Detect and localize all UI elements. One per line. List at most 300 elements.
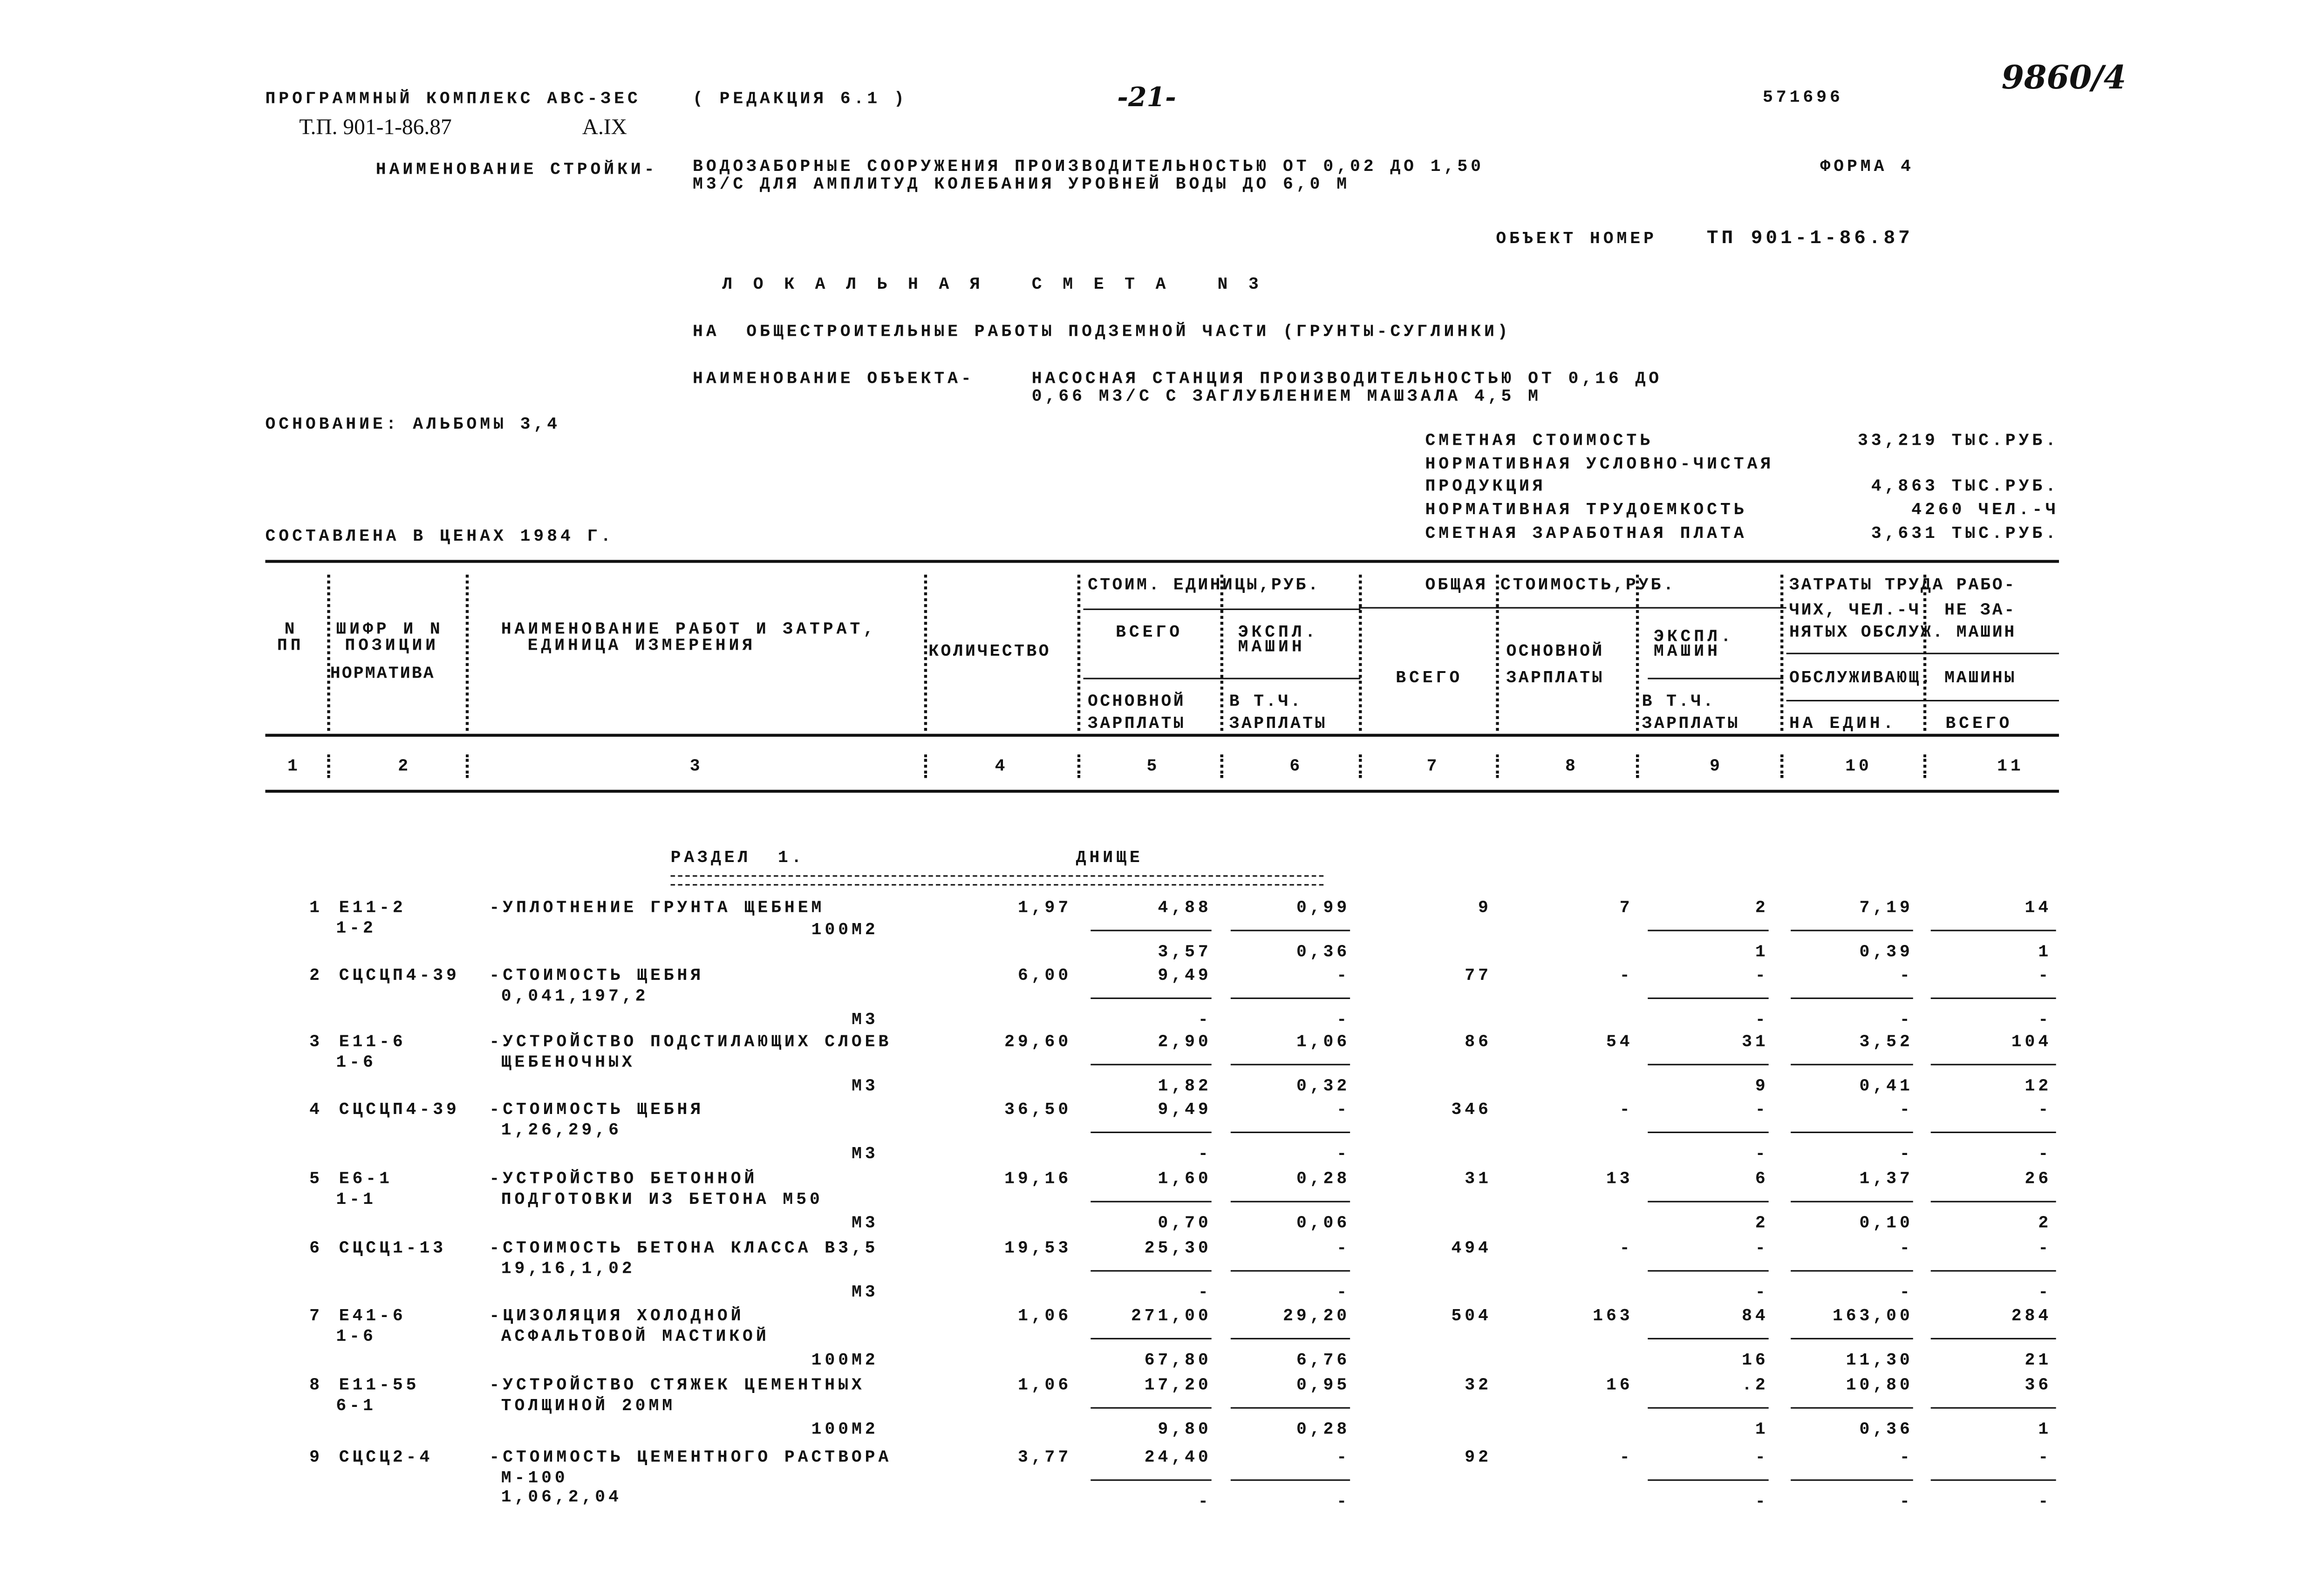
item-value: 9,49 <box>1158 1100 1212 1120</box>
item-number: 7 <box>309 1307 323 1326</box>
item-value: 7,19 <box>1859 898 1913 918</box>
object-label: НАИМЕНОВАНИЕ ОБЪЕКТА- <box>693 370 975 389</box>
item-subvalue: 67,80 <box>1144 1351 1212 1371</box>
item-quantity: 1,06 <box>1017 1307 1072 1326</box>
cell-underline <box>1791 1064 1913 1066</box>
item-subvalue: 0,06 <box>1296 1214 1350 1234</box>
column-separator <box>1496 575 1499 731</box>
item-number: 8 <box>309 1376 323 1396</box>
item-code: 1-1 <box>336 1189 376 1209</box>
header-labor: ЗАТРАТЫ ТРУДА РАБО- <box>1789 576 2016 596</box>
item-value: 16 <box>1606 1376 1633 1396</box>
cell-underline <box>1648 1201 1768 1203</box>
section-label: РАЗДЕЛ 1. <box>670 849 805 868</box>
header-code: НОРМАТИВА <box>330 664 435 684</box>
section-name: ДНИЩЕ <box>1076 849 1143 868</box>
item-code: Е6-1 <box>339 1170 393 1189</box>
item-value: 1,06 <box>1296 1032 1350 1053</box>
item-value: 13 <box>1606 1170 1633 1189</box>
project-code: Т.П. 901-1-86.87 <box>299 116 452 140</box>
item-unit: М3 <box>852 1077 879 1096</box>
header-labor-total: ВСЕГО <box>1945 714 2013 734</box>
item-code: 1-6 <box>336 1053 376 1072</box>
header-total-machines: МАШИН <box>1653 642 1721 662</box>
item-subvalue: 0,70 <box>1158 1214 1212 1234</box>
item-subvalue: - <box>1198 1283 1212 1303</box>
cell-underline <box>1231 1270 1350 1272</box>
item-name: 19,16,1,02 <box>501 1259 635 1278</box>
column-separator <box>327 754 330 778</box>
column-separator <box>1359 575 1362 731</box>
item-name: -СТОИМОСТЬ ЦЕМЕНТНОГО РАСТВОРА <box>489 1448 892 1468</box>
table-header-end-rule <box>266 790 2059 793</box>
item-subvalue: - <box>1899 1283 1913 1303</box>
item-name: 0,041,197,2 <box>501 986 649 1006</box>
item-subvalue: - <box>1198 1011 1212 1030</box>
cell-underline <box>1231 1480 1350 1481</box>
item-value: 9 <box>1478 898 1492 918</box>
item-subvalue: 11,30 <box>1846 1351 1913 1371</box>
item-quantity: 29,60 <box>1004 1032 1072 1053</box>
item-number: 3 <box>309 1032 323 1053</box>
item-subvalue: 1 <box>1755 943 1769 963</box>
item-subvalue: 1 <box>2038 943 2052 963</box>
object-number: ТП 901-1-86.87 <box>1706 227 1913 249</box>
item-value: 26 <box>2025 1170 2052 1189</box>
item-name: М-100 <box>501 1468 568 1487</box>
item-quantity: 36,50 <box>1004 1100 1072 1120</box>
item-code: 1-6 <box>336 1327 376 1346</box>
item-subvalue: 0,41 <box>1859 1077 1913 1096</box>
item-subvalue: 0,10 <box>1859 1214 1913 1234</box>
item-subvalue: 9,80 <box>1158 1420 1212 1440</box>
cell-underline <box>1091 1338 1211 1340</box>
item-value: - <box>2038 1448 2052 1468</box>
basis: ОСНОВАНИЕ: АЛЬБОМЫ 3,4 <box>265 415 561 435</box>
album: А.IX <box>582 116 627 140</box>
header-bottom-rule <box>266 734 2059 737</box>
cell-underline <box>1648 1132 1768 1134</box>
header-labor: НЯТЫХ ОБСЛУЖ. МАШИН <box>1789 623 2016 643</box>
cell-underline <box>1231 1407 1350 1409</box>
item-code: Е11-6 <box>339 1032 406 1053</box>
page-number: -21- <box>1117 82 1176 114</box>
item-value: 163 <box>1593 1307 1633 1326</box>
cell-underline <box>1931 1201 2056 1203</box>
cell-underline <box>1648 998 1768 999</box>
header-total-wages: ОСНОВНОЙ <box>1506 642 1604 662</box>
item-value: 284 <box>2011 1307 2052 1326</box>
cell-underline <box>1091 1064 1211 1066</box>
construction-label: НАИМЕНОВАНИЕ СТРОЙКИ- <box>375 160 658 180</box>
item-value: - <box>1619 966 1633 986</box>
header-total-cost: ОБЩАЯ СТОИМОСТЬ,РУБ. <box>1425 576 1676 596</box>
item-number: 2 <box>309 966 323 986</box>
item-value: 1,60 <box>1158 1170 1212 1189</box>
cell-underline <box>1091 1132 1211 1134</box>
header-num: N <box>284 620 298 640</box>
item-subvalue: 0,32 <box>1296 1077 1350 1096</box>
column-separator <box>327 575 330 731</box>
item-value: - <box>1336 966 1350 986</box>
item-subvalue: - <box>1336 1011 1350 1030</box>
item-unit: М3 <box>852 1214 879 1234</box>
cell-underline <box>1931 1338 2056 1340</box>
header-total-machines: ЭКСПЛ. <box>1653 627 1734 647</box>
item-subvalue: 3,57 <box>1158 943 1212 963</box>
item-value: 36 <box>2025 1376 2052 1396</box>
header-unit-machines: МАШИН <box>1238 638 1305 658</box>
item-value: 7 <box>1619 898 1633 918</box>
column-number: 10 <box>1845 757 1872 777</box>
item-quantity: 19,16 <box>1004 1170 1072 1189</box>
item-value: 271,00 <box>1131 1307 1212 1326</box>
column-separator <box>466 575 469 731</box>
header-subrule <box>1786 700 2059 702</box>
column-separator <box>1077 575 1080 731</box>
item-quantity: 6,00 <box>1017 966 1072 986</box>
cell-underline <box>1791 1201 1913 1203</box>
header-subrule <box>1359 607 1786 609</box>
column-number: 1 <box>287 757 301 777</box>
column-number: 7 <box>1426 757 1440 777</box>
item-value: - <box>1899 1239 1913 1258</box>
header-unit-wages: ЗАРПЛАТЫ <box>1087 714 1186 734</box>
item-code: 6-1 <box>336 1396 376 1415</box>
item-value: 3,52 <box>1859 1032 1913 1053</box>
header-unit-machine-wages: ЗАРПЛАТЫ <box>1229 714 1327 734</box>
item-value: 86 <box>1465 1032 1492 1053</box>
price-base: СОСТАВЛЕНА В ЦЕНАХ 1984 Г. <box>265 527 614 547</box>
header-total-wages: ЗАРПЛАТЫ <box>1506 669 1604 688</box>
cell-underline <box>1931 1064 2056 1066</box>
cell-underline <box>1931 930 2056 931</box>
column-separator <box>924 575 927 731</box>
item-unit: М3 <box>852 1011 879 1030</box>
cell-underline <box>1648 1064 1768 1066</box>
item-value: - <box>1755 966 1769 986</box>
construction-name-line: ВОДОЗАБОРНЫЕ СООРУЖЕНИЯ ПРОИЗВОДИТЕЛЬНОСТЬЮ ОТ 0,02 ДО 1,50 <box>693 157 1484 177</box>
object-name-line: 0,66 М3/С С ЗАГЛУБЛЕНИЕМ МАШЗАЛА 4,5 М <box>1031 387 1541 407</box>
item-number: 6 <box>309 1239 323 1258</box>
header-unit-total: ВСЕГО <box>1116 623 1183 643</box>
header-unit-machines: ЭКСПЛ. <box>1238 623 1319 643</box>
item-subvalue: 2 <box>2038 1214 2052 1234</box>
item-value: 92 <box>1465 1448 1492 1468</box>
cell-underline <box>1648 1407 1768 1409</box>
item-subvalue: - <box>1755 1283 1769 1303</box>
item-quantity: 1,97 <box>1017 898 1072 918</box>
item-value: 6 <box>1755 1170 1769 1189</box>
item-value: 4,88 <box>1158 898 1212 918</box>
item-subvalue: 0,39 <box>1859 943 1913 963</box>
item-subvalue: - <box>2038 1493 2052 1512</box>
summary-label: СМЕТНАЯ ЗАРАБОТНАЯ ПЛАТА <box>1425 524 1747 543</box>
item-subvalue: 1 <box>1755 1420 1769 1440</box>
column-number: 5 <box>1146 757 1160 777</box>
cell-underline <box>1231 998 1350 999</box>
program-name: ПРОГРАММНЫЙ КОМПЛЕКС АВС-ЗЕС <box>265 89 641 109</box>
item-value: 24,40 <box>1144 1448 1212 1468</box>
item-subvalue: - <box>1899 1145 1913 1164</box>
cell-underline <box>1091 930 1211 931</box>
item-name: -СТОИМОСТЬ БЕТОНА КЛАССА В3,5 <box>489 1239 879 1258</box>
cell-underline <box>1648 930 1768 931</box>
item-code: Е11-2 <box>339 898 406 918</box>
item-name: ТОЛЩИНОЙ 20ММ <box>501 1396 676 1415</box>
summary-value: 4,863 ТЫС.РУБ. <box>1871 478 2059 497</box>
item-value: 504 <box>1451 1307 1492 1326</box>
column-number: 2 <box>398 757 412 777</box>
header-code: ШИФР И N <box>336 620 443 640</box>
item-subvalue: 2 <box>1755 1214 1769 1234</box>
column-separator <box>1780 754 1783 778</box>
summary-value: 4260 ЧЕЛ.-Ч <box>1911 501 2059 521</box>
item-code: СЦСЦП4-39 <box>339 1100 460 1120</box>
item-subvalue: - <box>1198 1145 1212 1164</box>
header-labor: ОБСЛУЖИВАЮЩ. МАШИНЫ <box>1789 669 2016 688</box>
item-subvalue: - <box>1336 1145 1350 1164</box>
item-unit: М3 <box>852 1145 879 1164</box>
header-name: ЕДИНИЦА ИЗМЕРЕНИЯ <box>527 636 756 656</box>
column-number: 3 <box>689 757 703 777</box>
item-subvalue: 12 <box>2025 1077 2052 1096</box>
header-name: НАИМЕНОВАНИЕ РАБОТ И ЗАТРАТ, <box>501 620 877 640</box>
header-unit-machine-wages: В Т.Ч. <box>1229 693 1303 712</box>
doc-number: 571696 <box>1763 88 1843 108</box>
header-unit-cost: СТОИМ. ЕДИНИЦЫ,РУБ. <box>1087 576 1321 596</box>
header-subrule <box>1786 653 2059 655</box>
item-subvalue: - <box>1755 1145 1769 1164</box>
item-name: 1,26,29,6 <box>501 1121 622 1140</box>
column-number: 6 <box>1289 757 1303 777</box>
item-subvalue: 16 <box>1742 1351 1769 1371</box>
cell-underline <box>1231 1064 1350 1066</box>
item-subvalue: 0,28 <box>1296 1420 1350 1440</box>
column-separator <box>1636 575 1639 731</box>
section-double-rule <box>671 875 1324 885</box>
item-value: - <box>1619 1448 1633 1468</box>
cell-underline <box>1791 1270 1913 1272</box>
item-subvalue: 0,36 <box>1859 1420 1913 1440</box>
item-unit: 100М2 <box>811 1351 879 1371</box>
summary-label: НОРМАТИВНАЯ УСЛОВНО-ЧИСТАЯ <box>1425 455 1774 474</box>
item-value: 494 <box>1451 1239 1492 1258</box>
item-value: - <box>1755 1239 1769 1258</box>
item-value: 14 <box>2025 898 2052 918</box>
item-subvalue: - <box>1336 1493 1350 1512</box>
item-subvalue: - <box>1755 1493 1769 1512</box>
column-separator <box>1077 754 1080 778</box>
summary-value: 3,631 ТЫС.РУБ. <box>1871 524 2059 543</box>
column-number: 8 <box>1565 757 1579 777</box>
item-value: - <box>1336 1448 1350 1468</box>
item-name: -УСТРОЙСТВО ПОДСТИЛАЮЩИХ СЛОЕВ <box>489 1032 892 1053</box>
cell-underline <box>1648 1338 1768 1340</box>
summary-value: 33,219 ТЫС.РУБ. <box>1857 432 2059 451</box>
item-value: - <box>1619 1100 1633 1120</box>
item-unit: 100М2 <box>811 1420 879 1440</box>
item-subvalue: 0,36 <box>1296 943 1350 963</box>
item-name: -СТОИМОСТЬ ЩЕБНЯ <box>489 966 704 986</box>
item-value: .2 <box>1742 1376 1769 1396</box>
header-total-total: ВСЕГО <box>1396 669 1463 688</box>
column-separator <box>1923 754 1926 778</box>
header-total-machine-wages: В Т.Ч. <box>1642 693 1716 712</box>
item-name: -СТОИМОСТЬ ЩЕБНЯ <box>489 1100 704 1120</box>
table-top-rule <box>266 560 2059 563</box>
item-value: - <box>1899 1448 1913 1468</box>
item-value: - <box>1755 1100 1769 1120</box>
cell-underline <box>1091 1201 1211 1203</box>
cell-underline <box>1648 1270 1768 1272</box>
item-name: -УСТРОЙСТВО БЕТОННОЙ <box>489 1170 758 1189</box>
item-value: 25,30 <box>1144 1239 1212 1258</box>
item-name: -УПЛОТНЕНИЕ ГРУНТА ЩЕБНЕМ <box>489 898 825 918</box>
item-name: ПОДГОТОВКИ ИЗ БЕТОНА М50 <box>501 1189 823 1209</box>
cell-underline <box>1231 1132 1350 1134</box>
item-subvalue: 6,76 <box>1296 1351 1350 1371</box>
item-number: 9 <box>309 1448 323 1468</box>
item-value: - <box>1336 1100 1350 1120</box>
summary-label: НОРМАТИВНАЯ ТРУДОЕМКОСТЬ <box>1425 501 1747 521</box>
item-value: 104 <box>2011 1032 2052 1053</box>
cell-underline <box>1091 1480 1211 1481</box>
item-subvalue: 21 <box>2025 1351 2052 1371</box>
cell-underline <box>1091 1407 1211 1409</box>
header-total-machine-wages: ЗАРПЛАТЫ <box>1642 714 1740 734</box>
item-value: - <box>2038 966 2052 986</box>
item-subvalue: - <box>2038 1011 2052 1030</box>
item-value: - <box>2038 1100 2052 1120</box>
column-separator <box>1496 754 1499 778</box>
column-separator <box>1220 575 1223 731</box>
object-number-label: ОБЪЕКТ НОМЕР <box>1496 230 1657 249</box>
item-code: СЦСЦ1-13 <box>339 1239 447 1258</box>
column-number: 9 <box>1710 757 1723 777</box>
cell-underline <box>1931 1270 2056 1272</box>
header-unit-wages: ОСНОВНОЙ <box>1087 693 1186 712</box>
item-code: Е41-6 <box>339 1307 406 1326</box>
item-value: - <box>1336 1239 1350 1258</box>
item-value: 54 <box>1606 1032 1633 1053</box>
cell-underline <box>1791 1338 1913 1340</box>
cell-underline <box>1231 1338 1350 1340</box>
cell-underline <box>1791 930 1913 931</box>
item-value: 0,95 <box>1296 1376 1350 1396</box>
column-separator <box>1636 754 1639 778</box>
item-quantity: 19,53 <box>1004 1239 1072 1258</box>
cell-underline <box>1791 1132 1913 1134</box>
header-subrule <box>1648 678 1783 679</box>
document-title: Л О К А Л Ь Н А Я С М Е Т А N 3 <box>722 275 1264 295</box>
item-value: 10,80 <box>1846 1376 1913 1396</box>
construction-name-line: М3/С ДЛЯ АМПЛИТУД КОЛЕБАНИЯ УРОВНЕЙ ВОДЫ ДО 6,0 М <box>693 175 1350 195</box>
item-value: - <box>2038 1239 2052 1258</box>
cell-underline <box>1648 1480 1768 1481</box>
item-name: -ЦИЗОЛЯЦИЯ ХОЛОДНОЙ <box>489 1307 744 1326</box>
header-code: ПОЗИЦИИ <box>345 636 439 656</box>
item-value: 2,90 <box>1158 1032 1212 1053</box>
item-value: 84 <box>1742 1307 1769 1326</box>
item-subvalue: 9 <box>1755 1077 1769 1096</box>
item-value: - <box>1899 1100 1913 1120</box>
cell-underline <box>1791 998 1913 999</box>
item-subvalue: 1 <box>2038 1420 2052 1440</box>
cell-underline <box>1231 930 1350 931</box>
column-number: 4 <box>995 757 1009 777</box>
item-value: 31 <box>1465 1170 1492 1189</box>
item-number: 4 <box>309 1100 323 1120</box>
document-subtitle: НА ОБЩЕСТРОИТЕЛЬНЫЕ РАБОТЫ ПОДЗЕМНОЙ ЧАСТИ (ГРУНТЫ-СУГЛИНКИ) <box>693 322 1511 342</box>
column-separator <box>1923 575 1926 731</box>
item-subvalue: - <box>2038 1283 2052 1303</box>
cell-underline <box>1931 1407 2056 1409</box>
item-subvalue: - <box>1755 1011 1769 1030</box>
item-code: 1-2 <box>336 918 376 938</box>
item-name: 1,06,2,04 <box>501 1488 622 1508</box>
item-subvalue: - <box>2038 1145 2052 1164</box>
item-value: 0,99 <box>1296 898 1350 918</box>
object-name-line: НАСОСНАЯ СТАНЦИЯ ПРОИЗВОДИТЕЛЬНОСТЬЮ ОТ 0,16 ДО <box>1031 370 1663 389</box>
item-number: 1 <box>309 898 323 918</box>
header-num: ПП <box>277 636 304 656</box>
cell-underline <box>1791 1480 1913 1481</box>
cell-underline <box>1931 998 2056 999</box>
item-value: - <box>1755 1448 1769 1468</box>
item-value: - <box>1899 966 1913 986</box>
edition: ( РЕДАКЦИЯ 6.1 ) <box>693 89 907 109</box>
summary-label: ПРОДУКЦИЯ <box>1425 478 1546 497</box>
item-name: АСФАЛЬТОВОЙ МАСТИКОЙ <box>501 1327 770 1346</box>
item-number: 5 <box>309 1170 323 1189</box>
column-separator <box>1780 575 1783 731</box>
item-value: 29,20 <box>1283 1307 1350 1326</box>
item-unit: М3 <box>852 1283 879 1303</box>
item-code: Е11-55 <box>339 1376 420 1396</box>
item-quantity: 1,06 <box>1017 1376 1072 1396</box>
cell-underline <box>1091 1270 1211 1272</box>
item-value: 2 <box>1755 898 1769 918</box>
handwritten-number: 9860/4 <box>2001 59 2127 97</box>
form-label: ФОРМА 4 <box>1820 157 1915 177</box>
item-subvalue: - <box>1198 1493 1212 1512</box>
cell-underline <box>1231 1201 1350 1203</box>
item-name: ЩЕБЕНОЧНЫХ <box>501 1053 635 1072</box>
item-subvalue: 1,82 <box>1158 1077 1212 1096</box>
header-labor-per-unit: НА ЕДИН. <box>1789 714 1897 734</box>
header-qty: КОЛИЧЕСТВО <box>928 642 1051 662</box>
column-separator <box>1220 754 1223 778</box>
item-value: - <box>1619 1239 1633 1258</box>
item-subvalue: - <box>1899 1493 1913 1512</box>
item-unit: 100М2 <box>811 921 879 940</box>
column-separator <box>466 754 469 778</box>
cell-underline <box>1931 1480 2056 1481</box>
item-value: 77 <box>1465 966 1492 986</box>
item-value: 163,00 <box>1832 1307 1913 1326</box>
summary-label: СМЕТНАЯ СТОИМОСТЬ <box>1425 432 1654 451</box>
column-separator <box>1359 754 1362 778</box>
item-name: -УСТРОЙСТВО СТЯЖЕК ЦЕМЕНТНЫХ <box>489 1376 865 1396</box>
item-value: 31 <box>1742 1032 1769 1053</box>
item-value: 9,49 <box>1158 966 1212 986</box>
column-number: 11 <box>1997 757 2024 777</box>
cell-underline <box>1791 1407 1913 1409</box>
cell-underline <box>1931 1132 2056 1134</box>
item-subvalue: - <box>1899 1011 1913 1030</box>
item-value: 32 <box>1465 1376 1492 1396</box>
